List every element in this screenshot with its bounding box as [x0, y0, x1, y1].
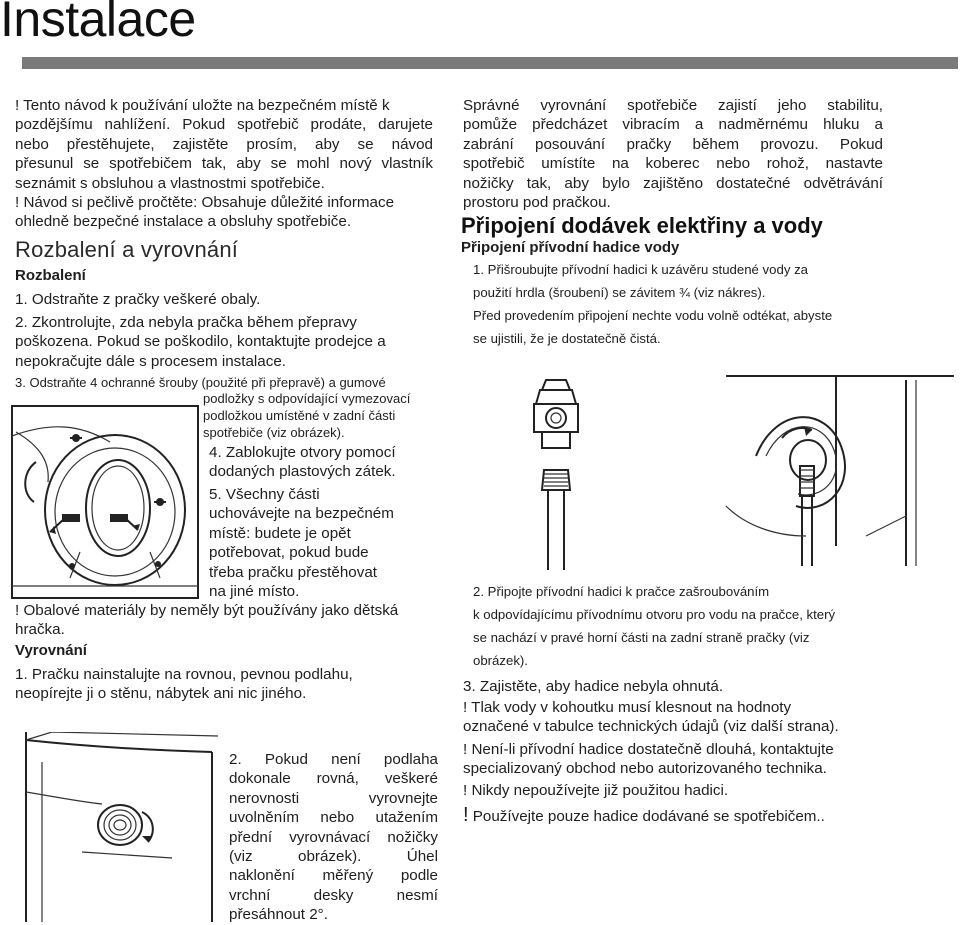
intro-line: pozdějšímu nahlížení. Pokud spotřebič prodáte, darujete [15, 116, 433, 134]
level-step2-line: uvolněním nebo utažením [229, 809, 438, 827]
level-step2-line: naklonění měřený podle [229, 867, 438, 885]
stability-line: pomůže předcházet vibracím a nadměrnému hluku a [463, 116, 883, 134]
inlet-step2-line: 2. Připojte přívodní hadici k pračce zašroubováním [473, 584, 770, 599]
notice-line: ! Návod si pečlivě pročtěte: Obsahuje důležité informace [15, 194, 395, 211]
inlet-step2-line: se nachází v pravé horní části na zadní straně pračky (viz [473, 630, 810, 645]
step3-line: podložkou umístěné v zadní části [203, 408, 396, 423]
inlet-step2-line: k odpovídajícímu přívodnímu otvoru pro vodu na pračce, který [473, 607, 836, 622]
header-rule [22, 57, 958, 69]
inlet-step1-line: se ujistili, že je dostatečně čistá. [473, 331, 661, 346]
washer-rear-bolts-illustration [10, 402, 202, 602]
tap-fitting-illustration [520, 370, 590, 570]
note-water-pressure [463, 698, 943, 737]
step3-line: podložky s odpovídající vymezovací [203, 391, 411, 406]
inlet-step-3: 3. Zajistěte, aby hadice nebyla ohnutá. [463, 678, 724, 695]
step2-line: 2. Zkontrolujte, zda nebyla pračka během přepravy [15, 314, 357, 331]
heading-inlet-hose: Připojení přívodní hadice vody [461, 239, 680, 256]
note1-line: ! Tlak vody v kohoutku musí klesnout na hodnoty [463, 699, 792, 716]
level-step2-line: přední vyrovnávací nožičky [229, 828, 438, 846]
note1-line: označené v tabulce technických údajů (viz další strana). [463, 718, 839, 736]
step5-line: místě: budete je opět [209, 524, 351, 542]
section-title-unpacking: Rozbalení a vyrovnání [15, 237, 239, 262]
unpack-step-4 [209, 443, 439, 482]
intro-line: seznámit s obsluhou a vlastnostmi spotřebiče. [15, 174, 325, 192]
step5-line: třeba pračku přestěhovat [209, 563, 378, 581]
unpack-step-5 [209, 485, 439, 601]
step4-line: 4. Zablokujte otvory pomocí [209, 444, 396, 461]
step5-line: uchovávejte na bezpečném [209, 505, 394, 523]
intro-line: nebo přestěhujete, zajistěte prosím, aby se návod [15, 135, 433, 153]
step5-line: na jiné místo. [209, 583, 300, 601]
intro-line: přesunul se spotřebičem tak, aby se mohl nový vlastník [15, 155, 433, 173]
step3-line: spotřebiče (viz obrázek). [203, 425, 345, 440]
notice-paragraph [15, 193, 445, 232]
note2-line: specializovaný obchod nebo autorizovaného technika. [463, 760, 827, 778]
level-step2-line: dokonale rovná, veškeré [229, 770, 438, 788]
packaging-warning [15, 601, 445, 640]
leveling-foot-illustration [22, 732, 218, 922]
note2-line: ! Není-li přívodní hadice dostatečně dlouhá, kontaktujte [463, 741, 834, 758]
stability-line: spotřebič umístíte na koberec nebo rohož, nastavte [463, 155, 883, 173]
stability-line: Správné vyrovnání spotřebiče zajistí jeho stabilitu, [463, 97, 883, 114]
step4-line: dodaných plastových zátek. [209, 463, 396, 481]
warning-line: hračka. [15, 621, 65, 639]
heading-unpacking: Rozbalení [15, 267, 86, 284]
note4-mark: ! [463, 804, 469, 826]
level-step1-line: neopírejte ji o stěnu, nábytek ani nic jiného. [15, 685, 307, 703]
level-step-1 [15, 665, 445, 704]
step5-line: potřebovat, pokud bude [209, 544, 369, 562]
level-step1-line: 1. Pračku nainstalujte na rovnou, pevnou podlahu, [15, 666, 353, 683]
level-step2-line: vrchní desky nesmí [229, 886, 438, 904]
heading-leveling: Vyrovnání [15, 642, 87, 659]
unpack-step-2 [15, 313, 435, 371]
inlet-step2-line: obrázek). [473, 653, 528, 668]
note-supplied-hose [463, 806, 825, 826]
level-step2-line: 2. Pokud není podlaha [229, 751, 438, 768]
section-title-connection: Připojení dodávek elektřiny a vody [461, 213, 823, 238]
step5-line: 5. Všechny části [209, 486, 320, 503]
intro-paragraph [15, 96, 433, 193]
warning-line: ! Obalové materiály by neměly být používány jako dětská [15, 602, 399, 619]
level-step2-line: nerovnosti vyrovnejte [229, 789, 438, 807]
page-title: Instalace [0, 0, 196, 47]
stability-line: prostoru pod pračkou. [463, 194, 611, 212]
level-step-2 [229, 750, 438, 925]
machine-inlet-illustration [716, 366, 956, 576]
step2-line: poškozena. Pokud se poškodilo, kontaktujte prodejce a [15, 333, 386, 351]
unpack-step-3: 3. Odstraňte 4 ochranné šrouby (použité při přepravě) a gumové [15, 375, 386, 390]
inlet-step1-line: 1. Přišroubujte přívodní hadici k uzávěru studené vody za [473, 262, 809, 277]
unpack-step-1: 1. Odstraňte z pračky veškeré obaly. [15, 291, 261, 308]
inlet-step1-line: použití hrdla (šroubení) se závitem ¾ (viz nákres). [473, 285, 766, 300]
note4-text: Používejte pouze hadice dodávané se spotřebičem.. [468, 808, 825, 825]
inlet-step-1 [473, 258, 903, 350]
step2-line: nepokračujte dále s procesem instalace. [15, 352, 286, 370]
level-step2-line: (viz obrázek). Úhel [229, 848, 438, 866]
notice-line: ohledně bezpečné instalace a obsluhy spotřebiče. [15, 213, 352, 231]
level-step2-line: přesáhnout 2°. [229, 906, 328, 924]
stability-line: nožičky tak, aby bylo zajištěno dostatečné odvětrávání [463, 174, 883, 192]
stability-line: zabrání posouvání pračky během provozu. Pokud [463, 135, 883, 153]
inlet-step1-line: Před provedením připojení nechte vodu volně odtékat, abyste [473, 308, 833, 323]
note-used-hose: ! Nikdy nepoužívejte již použitou hadici. [463, 782, 729, 799]
stability-paragraph [463, 96, 883, 212]
intro-line: ! Tento návod k používání uložte na bezpečném místě k [15, 97, 390, 114]
unpack-step-3-continued [203, 390, 410, 441]
note-hose-length [463, 740, 943, 779]
inlet-step-2 [473, 580, 953, 672]
